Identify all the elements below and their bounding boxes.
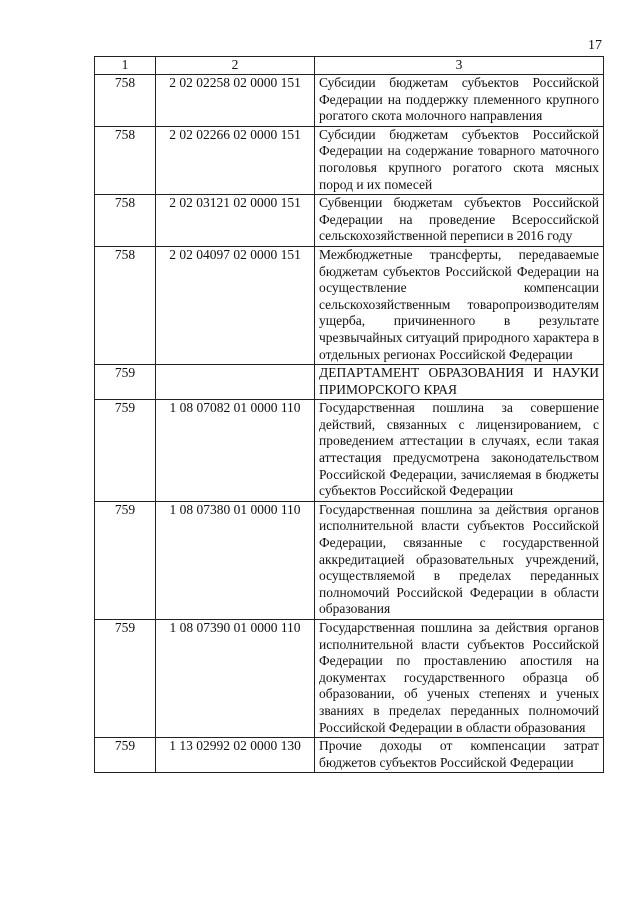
admin-code-cell: 759 [95, 738, 156, 773]
column-header-2: 2 [156, 57, 315, 75]
income-name-cell: Межбюджетные трансферты, передаваемые бюджетам субъектов Российской Федерации на осуществление компенсации сельскохозяйственным товаропроизводителям ущерба, причиненного в результате чрезвычайных ситуаций природного характера в отдельных регионах Российской Федерации [315, 246, 604, 364]
admin-code-cell: 758 [95, 195, 156, 247]
income-code-cell [156, 365, 315, 400]
income-code-cell: 2 02 04097 02 0000 151 [156, 246, 315, 364]
income-code-cell: 2 02 02258 02 0000 151 [156, 75, 315, 127]
table-row [95, 501, 604, 619]
income-name-cell: Субсидии бюджетам субъектов Российской Федерации на содержание товарного маточного поголовья крупного рогатого скота мясных пород и их помесей [315, 126, 604, 194]
income-code-cell: 2 02 02266 02 0000 151 [156, 126, 315, 194]
table-row [95, 75, 604, 127]
table-row [95, 738, 604, 773]
table-header-row [95, 57, 604, 75]
table-row [95, 195, 604, 247]
income-code-cell: 1 13 02992 02 0000 130 [156, 738, 315, 773]
income-name-cell: Государственная пошлина за действия органов исполнительной власти субъектов Российской Федерации, связанные с государственной аккредитацией образовательных учреждений, осуществляемой в пределах переданных полномочий Российской Федерации в области образования [315, 501, 604, 619]
admin-code-cell: 759 [95, 365, 156, 400]
column-header-3: 3 [315, 57, 604, 75]
income-name-cell: Субвенции бюджетам субъектов Российской Федерации на проведение Всероссийской сельскохозяйственной переписи в 2016 году [315, 195, 604, 247]
income-name-cell: Государственная пошлина за действия органов исполнительной власти субъектов Российской Федерации по проставлению апостиля на документах государственного образца об образовании, об ученых степенях и ученых званиях в пределах переданных полномочий Российской Федерации в области образования [315, 620, 604, 738]
income-name-cell: Субсидии бюджетам субъектов Российской Федерации на поддержку племенного крупного рогатого скота молочного направления [315, 75, 604, 127]
page-number: 17 [588, 38, 602, 53]
admin-code-cell: 759 [95, 400, 156, 502]
income-name-cell: Прочие доходы от компенсации затрат бюджетов субъектов Российской Федерации [315, 738, 604, 773]
table-row [95, 400, 604, 502]
income-code-cell: 1 08 07082 01 0000 110 [156, 400, 315, 502]
budget-classification-table [94, 56, 604, 773]
admin-code-cell: 759 [95, 620, 156, 738]
income-code-cell: 1 08 07380 01 0000 110 [156, 501, 315, 619]
table-row [95, 126, 604, 194]
admin-code-cell: 758 [95, 126, 156, 194]
income-code-cell: 1 08 07390 01 0000 110 [156, 620, 315, 738]
income-name-cell: Государственная пошлина за совершение действий, связанных с лицензированием, с проведением аттестации в случаях, если такая аттестация предусмотрена законодательством Российской Федерации, зачисляемая в бюджеты субъектов Российской Федерации [315, 400, 604, 502]
column-header-1: 1 [95, 57, 156, 75]
table-row [95, 365, 604, 400]
table-row [95, 246, 604, 364]
income-code-cell: 2 02 03121 02 0000 151 [156, 195, 315, 247]
admin-code-cell: 759 [95, 501, 156, 619]
admin-code-cell: 758 [95, 246, 156, 364]
table-row [95, 620, 604, 738]
department-heading-cell: ДЕПАРТАМЕНТ ОБРАЗОВАНИЯ И НАУКИ ПРИМОРСКОГО КРАЯ [315, 365, 604, 400]
admin-code-cell: 758 [95, 75, 156, 127]
